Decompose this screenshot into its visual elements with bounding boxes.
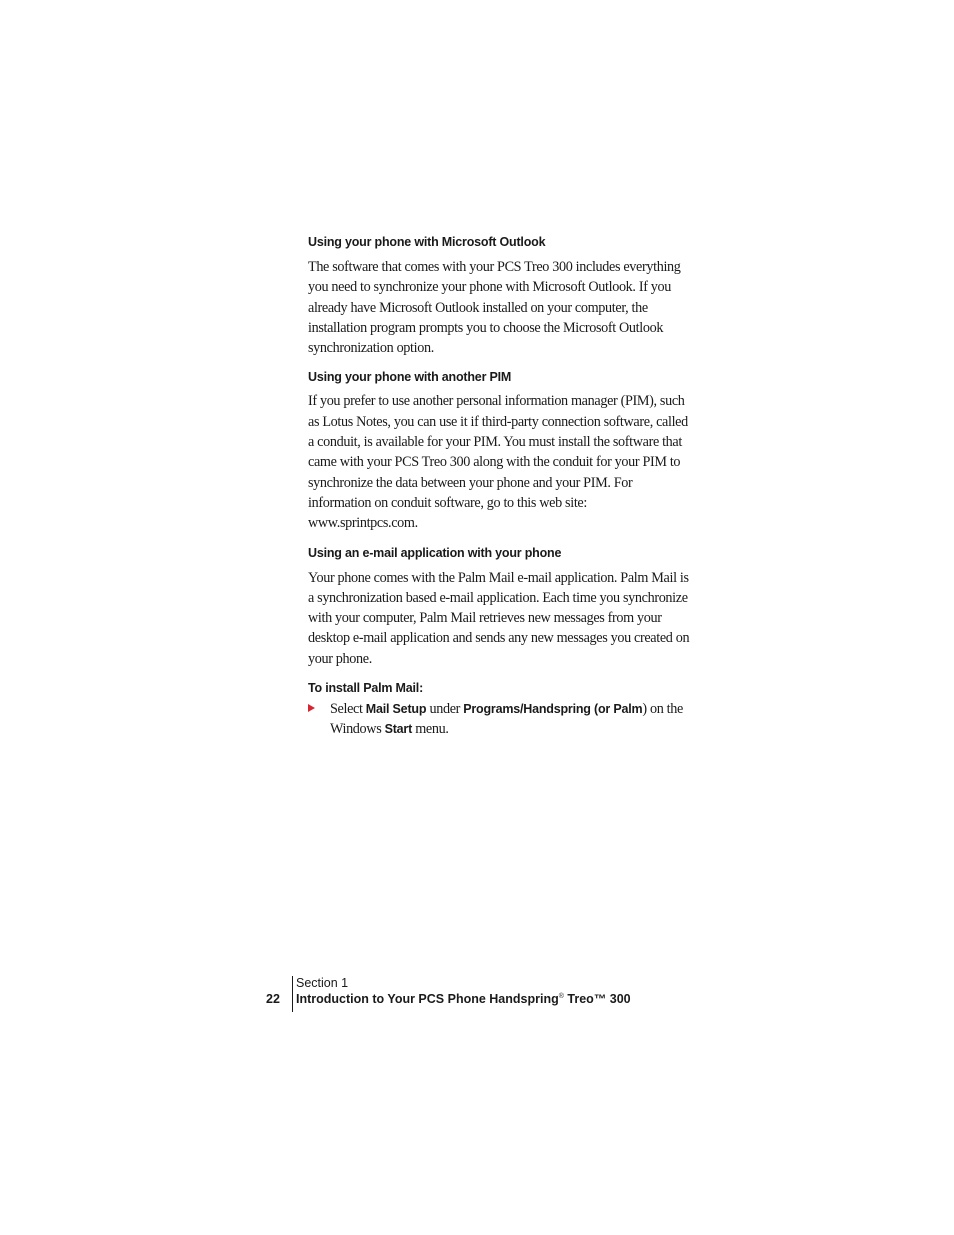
registered-mark: ®: [558, 993, 564, 1000]
start-menu-label: Start: [384, 722, 413, 737]
mail-setup-label: Mail Setup: [365, 702, 427, 717]
procedure-step: [308, 699, 690, 740]
paragraph-another-pim: If you prefer to use another personal information manager (PIM), such as Lotus Notes, you can use it if third-party connection software, called a conduit, is available for your PIM. You must install the software that came with your PCS Treo 300 along with the conduit for your PIM to synchronize the data between your phone and your PIM. For information on conduit software, go to this web site: www.sprintpcs.com.: [308, 393, 688, 532]
heading-another-pim: Using your phone with another PIM: [308, 370, 512, 385]
footer-title: Introduction to Your PCS Phone Handspring® Treo™ 300: [296, 992, 631, 1006]
programs-path-label: Programs/Handspring (or Palm: [463, 702, 643, 717]
paragraph-email-application: Your phone comes with the Palm Mail e-mail application. Palm Mail is a synchronization based e-mail application. Each time you synchronize with your computer, Palm Mail retrieves new messages from your desktop e-mail application and sends any new messages you created on your phone.: [308, 569, 690, 667]
footer-section-label: Section 1: [296, 976, 349, 990]
page-number: 22: [266, 992, 280, 1006]
page-content: [308, 233, 690, 740]
heading-outlook: Using your phone with Microsoft Outlook: [308, 235, 546, 249]
bullet-arrow-icon: [308, 704, 315, 712]
paragraph-outlook: The software that comes with your PCS Treo 300 includes everything you need to synchronize your phone with Microsoft Outlook. If you already have Microsoft Outlook installed on your computer, the installation program prompts you to choose the Microsoft Outlook synchronization option.: [308, 259, 681, 357]
procedure-heading: To install Palm Mail:: [308, 681, 424, 696]
step-text: Select Mail Setup under Programs/Handspring (or Palm) on the Windows Start menu.: [330, 701, 683, 738]
heading-email-application: Using an e-mail application with your phone: [308, 545, 562, 560]
footer-divider: [292, 976, 293, 1012]
